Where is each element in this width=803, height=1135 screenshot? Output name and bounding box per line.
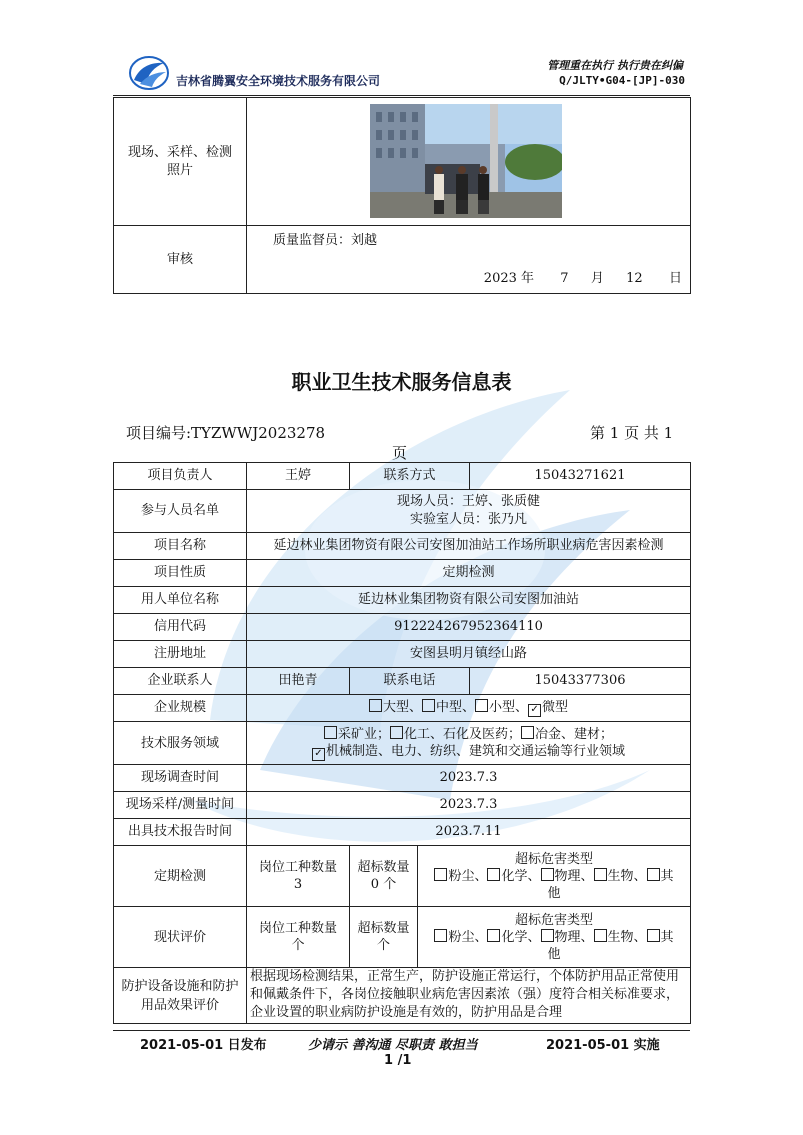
review-month-unit: 月 <box>590 271 604 286</box>
periodic-exceed-value: 0 个 <box>370 877 397 892</box>
implement-date: 2021-05-01 实施 <box>546 1038 660 1053</box>
periodic-exceed-label: 超标数量 <box>357 860 410 875</box>
participants-field: 现场人员：王婷、张质健 <box>397 494 541 509</box>
domain-machinery: 机械制造、电力、纺织、建筑和交通运输等行业领域 <box>326 743 626 759</box>
hazard-physical-2: 物理、 <box>554 929 594 945</box>
scale-options <box>247 695 691 722</box>
scale-small: 小型、 <box>489 700 529 715</box>
leader-value: 王婷 <box>247 463 350 490</box>
checkbox-biological-2[interactable] <box>594 929 607 942</box>
company-name: 吉林省腾翼安全环境技术服务有限公司 <box>176 74 381 88</box>
status-hazard-tail: 他 <box>547 946 561 962</box>
document-code: Q/JLTY•G04-[JP]-030 <box>559 74 685 87</box>
phone-value: 15043377306 <box>470 668 691 695</box>
hazard-biological-2: 生物、 <box>607 929 647 945</box>
employer-value: 延边林业集团物资有限公司安图加油站 <box>247 587 691 614</box>
protect-label: 防护设备设施和防护用品效果评价 <box>114 968 247 1024</box>
address-value: 安图县明月镇经山路 <box>247 641 691 668</box>
domain-chemical: 化工、石化及医药； <box>404 726 522 742</box>
page-number: 1 /1 <box>384 1053 412 1068</box>
ent-contact-value: 田艳青 <box>247 668 350 695</box>
scale-label: 企业规模 <box>114 695 247 722</box>
credit-code-label: 信用代码 <box>114 614 247 641</box>
checkbox-machinery-checked[interactable]: ✓ <box>312 748 325 761</box>
hazard-dust-2: 粉尘、 <box>448 929 488 945</box>
leader-label: 项目负责人 <box>114 463 247 490</box>
scale-large: 大型、 <box>382 700 422 715</box>
hazard-physical: 物理、 <box>554 868 594 884</box>
review-day: 12 <box>626 271 643 286</box>
project-name-value: 延边林业集团物资有限公司安图加油站工作场所职业病危害因素检测 <box>247 533 691 560</box>
hazard-chemical: 化学、 <box>501 868 541 884</box>
company-logo-icon <box>128 54 170 92</box>
status-exceed-label: 超标数量 <box>357 921 410 936</box>
hazard-chemical-2: 化学、 <box>501 929 541 945</box>
status-job-label: 岗位工种数量 <box>258 921 337 936</box>
info-table <box>113 462 691 1024</box>
project-number: 项目编号:TYZWWJ2023278 <box>126 424 326 442</box>
project-nature-value: 定期检测 <box>247 560 691 587</box>
checkbox-dust-2[interactable] <box>434 929 447 942</box>
participants-label: 参与人员名单 <box>114 490 247 533</box>
review-month: 7 <box>560 271 569 286</box>
status-job-cell <box>247 907 350 968</box>
participants-cell <box>247 490 691 533</box>
phone-label: 联系电话 <box>350 668 470 695</box>
status-exceed-unit: 个 <box>376 938 390 953</box>
periodic-job-cell <box>247 846 350 907</box>
review-day-unit: 日 <box>668 271 682 286</box>
survey-time-label: 现场调查时间 <box>114 765 247 792</box>
checkbox-micro-checked[interactable]: ✓ <box>528 704 541 717</box>
supervisor-text: 质量监督员：刘越 <box>273 233 378 248</box>
report-time-label: 出具技术报告时间 <box>114 819 247 846</box>
scale-micro: 微型 <box>542 700 569 715</box>
domain-metallurgy: 冶金、建材； <box>535 726 614 742</box>
checkbox-medium[interactable] <box>422 699 435 712</box>
contact-label: 联系方式 <box>350 463 470 490</box>
periodic-job-count: 3 <box>293 877 303 892</box>
domain-options <box>247 722 691 765</box>
report-time-value: 2023.7.11 <box>247 819 691 846</box>
scale-medium: 中型、 <box>435 700 475 715</box>
publish-date: 2021-05-01 日发布 <box>140 1038 267 1053</box>
status-hazard-cell <box>418 907 691 968</box>
hazard-biological: 生物、 <box>607 868 647 884</box>
status-label: 现状评价 <box>114 907 247 968</box>
status-job-unit: 个 <box>291 938 305 953</box>
ent-contact-label: 企业联系人 <box>114 668 247 695</box>
contact-value: 15043271621 <box>470 463 691 490</box>
status-hazard-label: 超标危害类型 <box>515 912 594 928</box>
project-nature-label: 项目性质 <box>114 560 247 587</box>
employer-label: 用人单位名称 <box>114 587 247 614</box>
header-divider <box>113 95 690 96</box>
checkbox-dust[interactable] <box>434 868 447 881</box>
domain-mining: 采矿业； <box>337 726 390 742</box>
credit-code-value: 912224267952364110 <box>247 614 691 641</box>
checkbox-chemical-hazard-2[interactable] <box>487 929 500 942</box>
review-date <box>484 270 682 288</box>
survey-time-value: 2023.7.3 <box>247 765 691 792</box>
participants-lab: 实验室人员：张乃凡 <box>410 512 528 527</box>
checkbox-metallurgy[interactable] <box>521 726 534 739</box>
review-label: 审核 <box>114 226 247 294</box>
sampling-time-label: 现场采样/测量时间 <box>114 792 247 819</box>
protect-text: 根据现场检测结果，正常生产，防护设施正常运行，个体防护用品正常使用和佩戴条件下，各岗位接触职业病危害因素浓（强）度符合相关标准要求，企业设置的职业病防护设施是有效的，防护用品是合理 <box>247 968 691 1024</box>
periodic-hazard-cell <box>418 846 691 907</box>
form-title: 职业卫生技术服务信息表 <box>291 370 512 394</box>
review-cell <box>247 226 691 294</box>
status-exceed-cell <box>350 907 418 968</box>
page-info: 第 1 页 共 1 <box>590 424 674 442</box>
checkbox-chemical-hazard[interactable] <box>487 868 500 881</box>
periodic-label: 定期检测 <box>114 846 247 907</box>
checkbox-other[interactable] <box>647 868 660 881</box>
domain-label: 技术服务领域 <box>114 722 247 765</box>
checkbox-other-2[interactable] <box>647 929 660 942</box>
checkbox-large[interactable] <box>369 699 382 712</box>
footer-slogan: 少请示 善沟通 尽职责 敢担当 <box>308 1038 478 1053</box>
review-year: 2023 年 <box>483 271 535 286</box>
footer-divider <box>113 1030 690 1031</box>
project-name-label: 项目名称 <box>114 533 247 560</box>
address-label: 注册地址 <box>114 641 247 668</box>
checkbox-small[interactable] <box>475 699 488 712</box>
periodic-hazard-tail: 他 <box>547 885 561 901</box>
checkbox-chemical[interactable] <box>390 726 403 739</box>
page-info-tail: 页 <box>392 444 408 462</box>
sampling-time-value: 2023.7.3 <box>247 792 691 819</box>
header-slogan: 管理重在执行 执行贵在纠偏 <box>547 59 683 72</box>
checkbox-physical-2[interactable] <box>541 929 554 942</box>
site-photo <box>370 104 562 218</box>
periodic-exceed-cell <box>350 846 418 907</box>
checkbox-mining[interactable] <box>324 726 337 739</box>
hazard-other: 其 <box>660 868 674 884</box>
hazard-dust: 粉尘、 <box>448 868 488 884</box>
periodic-hazard-label: 超标危害类型 <box>515 851 594 867</box>
hazard-other-2: 其 <box>660 929 674 945</box>
checkbox-physical[interactable] <box>541 868 554 881</box>
checkbox-biological[interactable] <box>594 868 607 881</box>
periodic-job-label: 岗位工种数量 <box>258 860 337 875</box>
photo-label: 现场、采样、检测照片 <box>114 98 247 226</box>
